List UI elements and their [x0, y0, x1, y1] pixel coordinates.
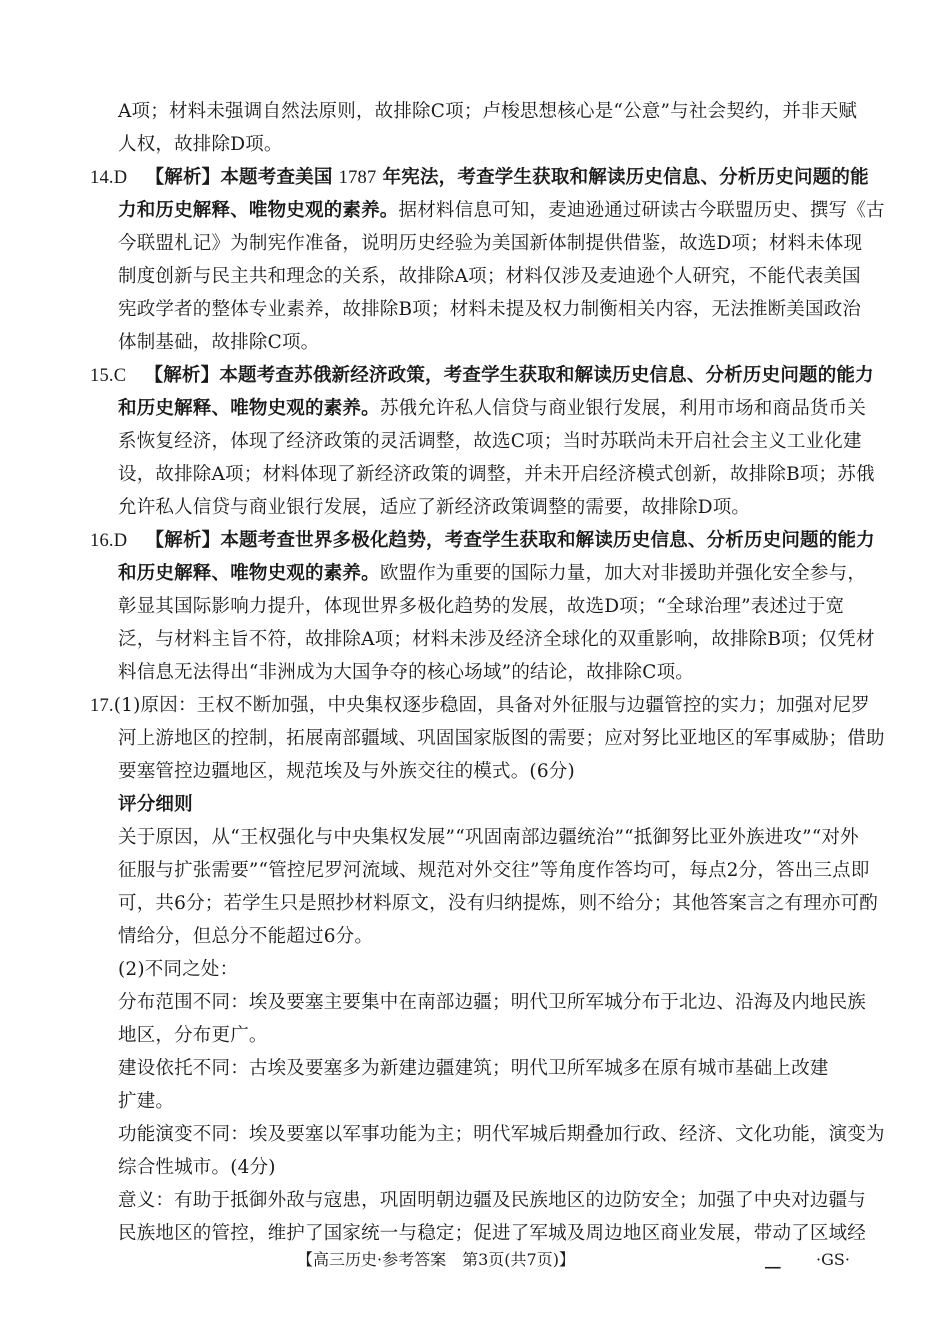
text-line: 彰显其国际影响力提升，体现世界多极化趋势的发展，故选D项；“全球治理”表述过于宽	[118, 596, 845, 617]
text-line	[118, 559, 866, 589]
footer-title: 【高三历史·参考答案 第3页(共7页)】	[297, 1250, 575, 1269]
answer-text: (1)原因：王权不断加强，中央集权逐步稳固，具备对外征服与边疆管控的实力；加强对尼罗	[113, 695, 870, 716]
text-line: 宪政学者的整体专业素养，故排除B项；材料未提及权力制衡相关内容，无法推断美国政治	[118, 299, 862, 320]
text-line: 允许私人信贷与商业银行发展，适应了新经济政策调整的需要，故排除D项。	[118, 497, 751, 518]
text-line: (2)不同之处：	[118, 959, 239, 980]
text-line: 民族地区的管控，维护了国家统一与稳定；促进了军城及周边地区商业发展，带动了区域经	[118, 1223, 867, 1244]
footer-code: ·GS·	[816, 1250, 850, 1269]
text-line: 建设依托不同：古埃及要塞多为新建边疆建筑；明代卫所军城多在原有城市基础上改建	[118, 1058, 829, 1079]
text-line: 体制基础，故排除C项。	[118, 332, 320, 353]
question-number: 16.D	[90, 531, 128, 551]
year-text: 1787	[338, 168, 377, 188]
text-line: 征服与扩张需要”“管控尼罗河流域、规范对外交往”等角度作答均可，每点2分，答出三点即	[118, 860, 870, 881]
text-line: 可，共6分；若学生只是照抄材料原文，没有归纳提炼，则不给分；其他答案言之有理亦可酌	[118, 893, 878, 914]
text-line: 河上游地区的控制，拓展南部疆域、巩固国家版图的需要；应对努比亚地区的军事威胁；借助	[118, 728, 885, 749]
footer-mark: ▁▁	[765, 1258, 781, 1269]
text-line: 系恢复经济，体现了经济政策的灵活调整，故选C项；当时苏联尚未开启社会主义工业化建	[118, 431, 862, 452]
explanation-text: 欧盟作为重要的国际力量，加大对非援助并强化安全参与，	[379, 563, 867, 584]
analysis-heading: 【解析】本题考查苏俄新经济政策，考查学生获取和解读历史信息、分析历史问题的能力	[144, 365, 874, 386]
text-line: 制度创新与民主共和理念的关系，故排除A项；材料仅涉及麦迪逊个人研究，不能代表美国	[118, 266, 861, 287]
literacy-text: 和历史解释、唯物史观的素养。	[118, 563, 380, 584]
text-line: 地区，分布更广。	[118, 1025, 268, 1046]
text-line: 人权，故排除D项。	[118, 134, 283, 155]
text-line: 要塞管控边疆地区，规范埃及与外族交往的模式。(6分)	[118, 761, 575, 782]
text-line: 今联盟札记》为制宪作准备，说明历史经验为美国新体制提供借鉴，故选D项；材料未体现	[118, 233, 863, 254]
text-line: 功能演变不同：埃及要塞以军事功能为主；明代军城后期叠加行政、经济、文化功能，演变为	[118, 1124, 885, 1145]
text-line: 意义：有助于抵御外敌与寇患，巩固明朝边疆及民族地区的边防安全；加强了中央对边疆与	[118, 1190, 867, 1211]
text-line: 扩建。	[118, 1091, 175, 1112]
question-14-first-line	[90, 163, 869, 193]
text-line: 设，故排除A项；材料体现了新经济政策的调整，并未开启经济模式创新，故排除B项；苏俄	[118, 464, 875, 485]
text-line: 情给分，但总分不能超过6分。	[118, 926, 374, 947]
question-15-first-line	[90, 361, 874, 391]
text-line: A项；材料未强调自然法原则，故排除C项；卢梭思想核心是“公意”与社会契约，并非天赋	[118, 101, 858, 122]
text-line: 综合性城市。(4分)	[118, 1157, 276, 1178]
scoring-rules-heading: 评分细则	[118, 794, 193, 815]
analysis-heading-cont: 年宪法，考查学生获取和解读历史信息、分析历史问题的能	[382, 167, 869, 188]
text-line: 关于原因，从“王权强化与中央集权发展”“巩固南部边疆统治”“抵御努比亚外族进攻”“对外	[118, 827, 859, 848]
question-17-first-line	[90, 691, 870, 721]
literacy-text: 力和历史解释、唯物史观的素养。	[118, 200, 399, 221]
question-number: 15.C	[90, 366, 127, 386]
text-line: 分布范围不同：埃及要塞主要集中在南部边疆；明代卫所军城分布于北边、沿海及内地民族	[118, 992, 867, 1013]
literacy-text: 和历史解释、唯物史观的素养。	[118, 398, 380, 419]
text-line: 泛，与材料主旨不符，故排除A项；材料未涉及经济全球化的双重影响，故排除B项；仅凭材	[118, 629, 875, 650]
question-number: 17.	[90, 696, 114, 716]
explanation-text: 据材料信息可知，麦迪逊通过研读古今联盟历史、撰写《古	[398, 200, 885, 221]
text-line: 料信息无法得出“非洲成为大国争夺的核心场域”的结论，故排除C项。	[118, 662, 694, 683]
analysis-heading: 【解析】本题考查世界多极化趋势，考查学生获取和解读历史信息、分析历史问题的能力	[145, 530, 875, 551]
question-number: 14.D	[90, 168, 128, 188]
explanation-text: 苏俄允许私人信贷与商业银行发展，利用市场和商品货币关	[379, 398, 867, 419]
text-line	[118, 394, 866, 424]
analysis-heading: 【解析】本题考查美国	[145, 167, 333, 188]
text-line	[118, 196, 885, 226]
question-16-first-line	[90, 526, 875, 556]
